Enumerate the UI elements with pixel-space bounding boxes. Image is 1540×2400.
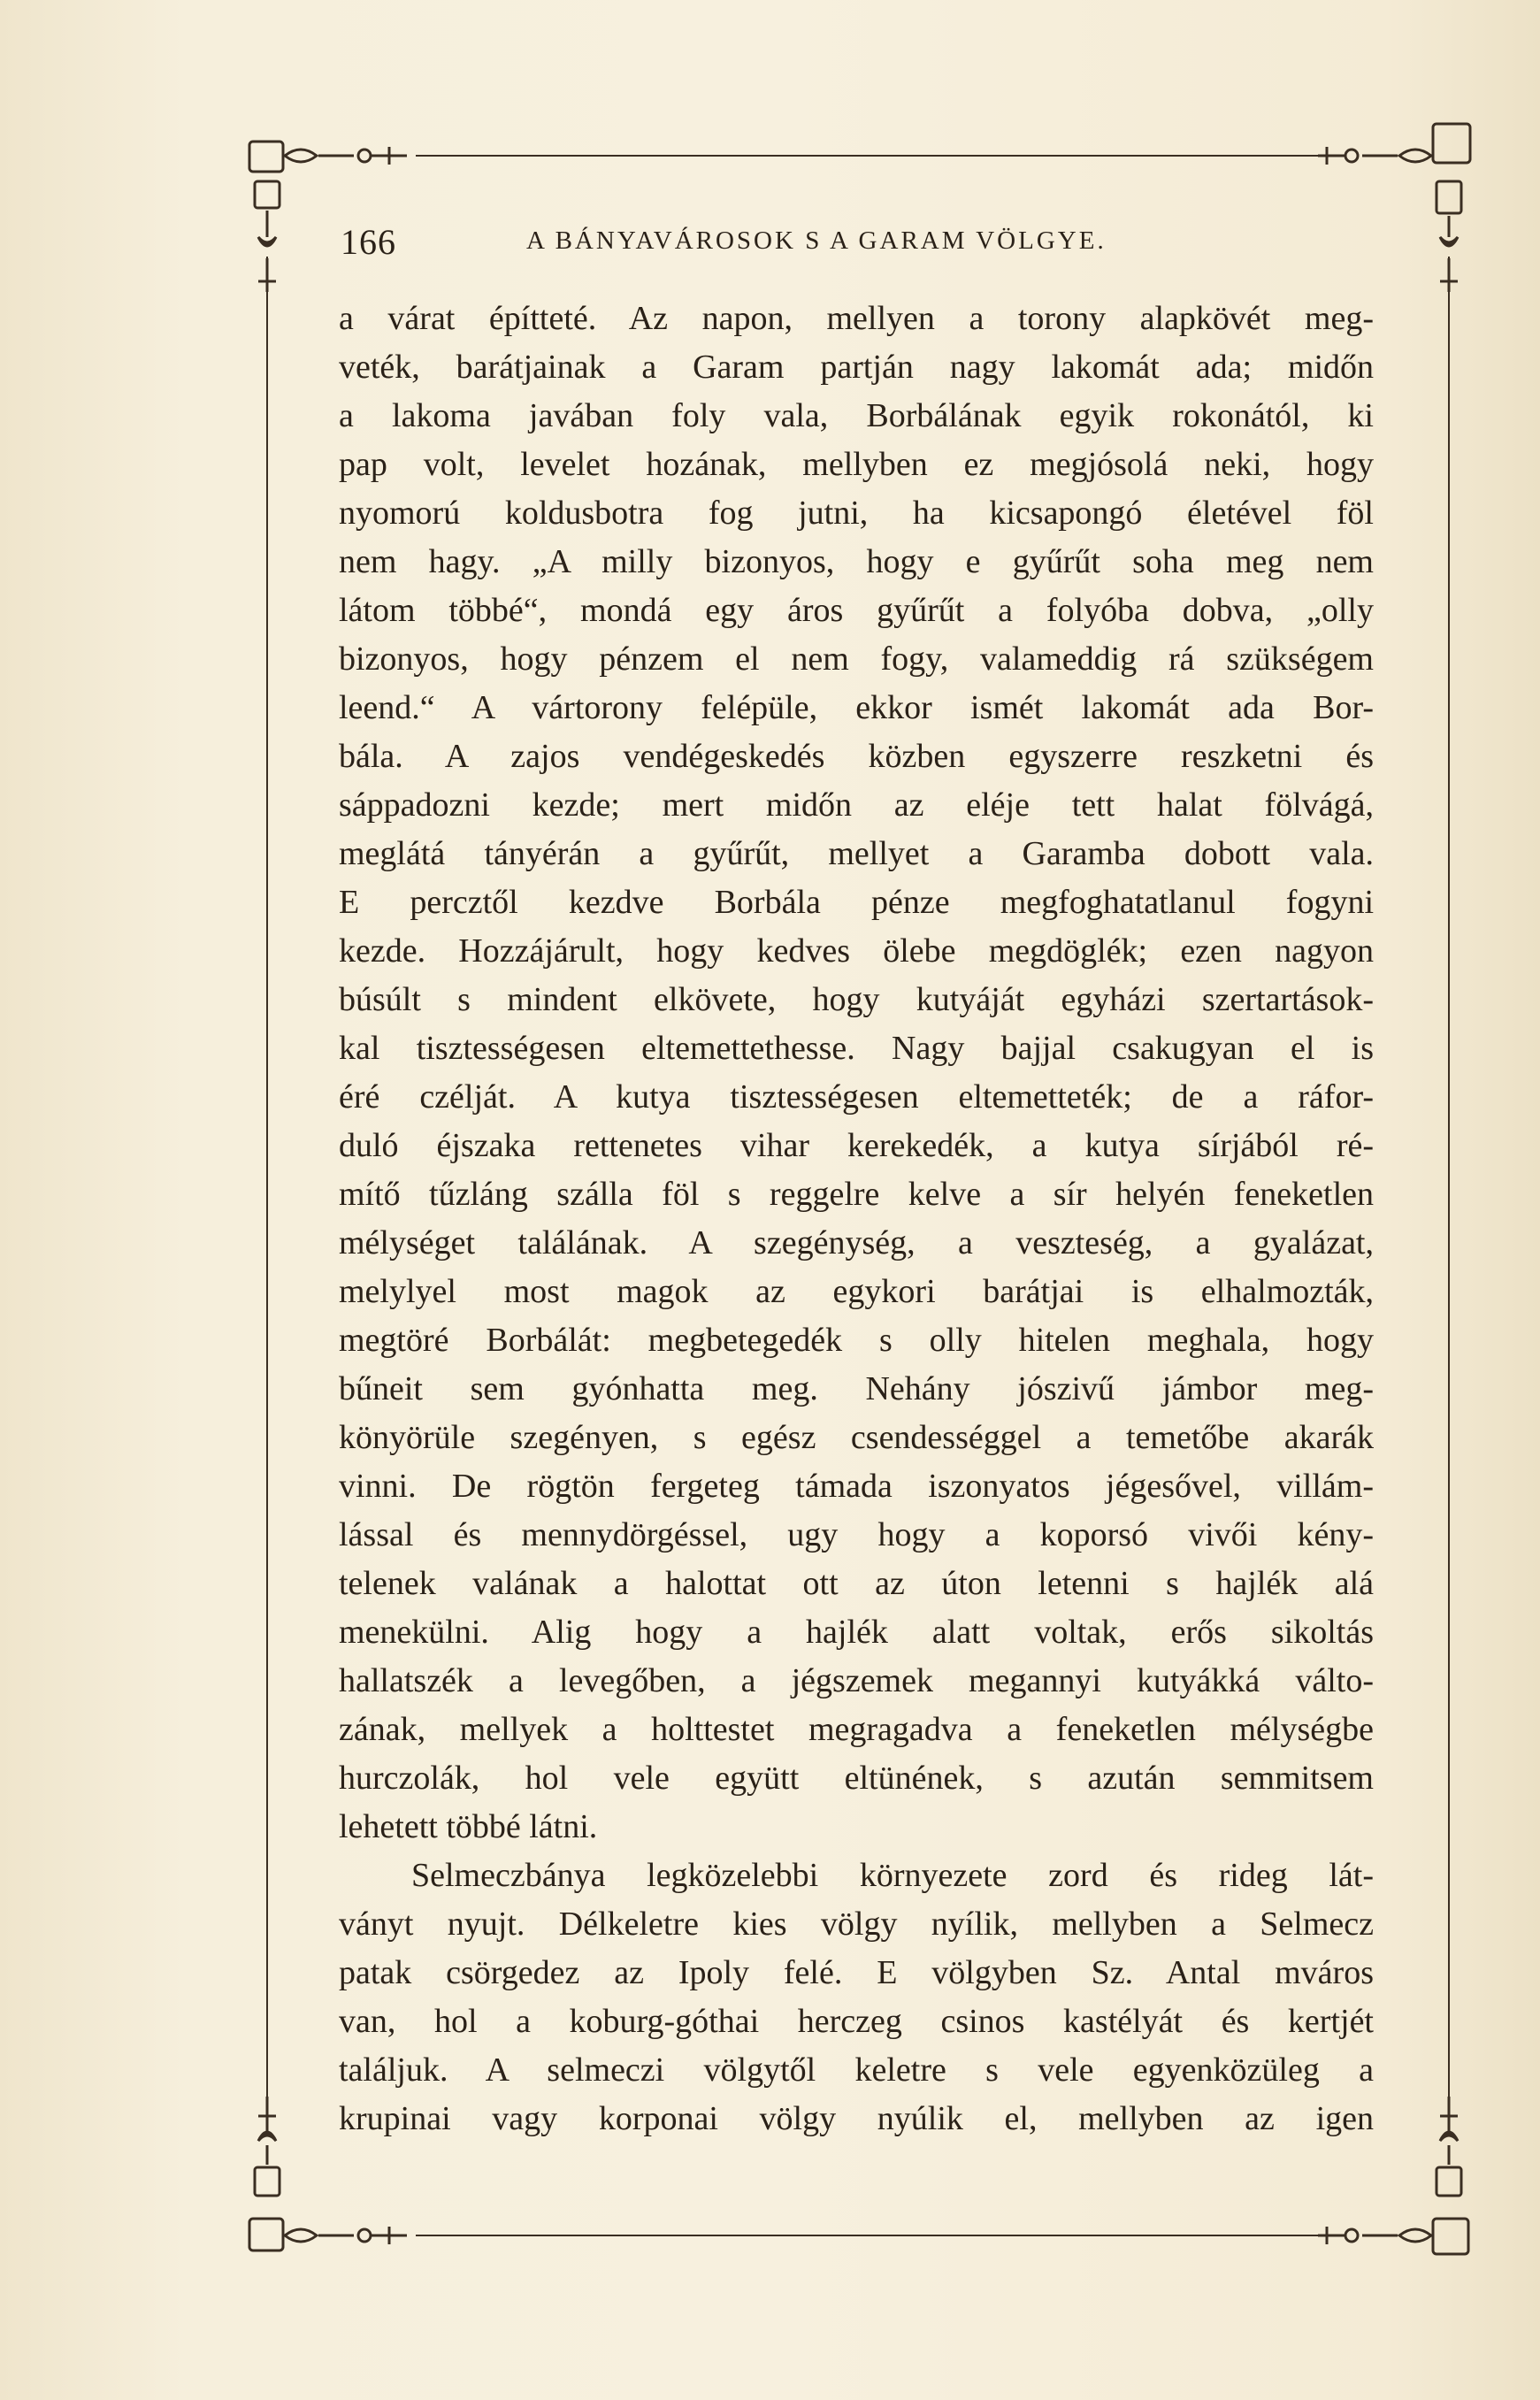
text-line: zának, mellyek a holttestet megragadva a feneketlen mélységbe (339, 1711, 1374, 1748)
text-line: Selmeczbánya legközelebbi környezete zord és rideg lát- (411, 1857, 1374, 1894)
text-line: a lakoma javában foly vala, Borbálának egyik rokonától, ki (339, 397, 1374, 434)
text-line: búsúlt s mindent elkövete, hogy kutyáját egyházi szertartások- (339, 981, 1374, 1018)
body-text (339, 295, 1374, 2143)
text-line: éré czélját. A kutya tisztességesen eltemetteték; de a ráfor- (339, 1078, 1374, 1116)
text-line: E percztől kezdve Borbála pénze megfoghatatlanul fogyni (339, 884, 1374, 921)
text-line: bizonyos, hogy pénzem el nem fogy, valameddig rá szükségem (339, 640, 1374, 678)
text-line: a várat építteté. Az napon, mellyen a torony alapkövét meg- (339, 300, 1374, 337)
text-line: hallatszék a levegőben, a jégszemek megannyi kutyákká válto- (339, 1662, 1374, 1699)
page-header (341, 221, 1367, 274)
text-line: találjuk. A selmeczi völgytől keletre s vele egyenközüleg a (339, 2051, 1374, 2089)
text-line: patak csörgedez az Ipoly felé. E völgyben Sz. Antal mváros (339, 1954, 1374, 1991)
text-line: van, hol a koburg-góthai herczeg csinos kastélyát és kertjét (339, 2003, 1374, 2040)
text-line: megtöré Borbálát: megbetegedék s olly hitelen meghala, hogy (339, 1322, 1374, 1359)
text-line: kal tisztességesen eltemettethesse. Nagy bajjal csakugyan el is (339, 1030, 1374, 1067)
text-line: lehetett többé látni. (339, 1808, 598, 1845)
text-line: mítő tűzláng szálla föl s reggelre kelve a sír helyén feneketlen (339, 1176, 1374, 1213)
text-line: duló éjszaka rettenetes vihar kerekedék, a kutya sírjából ré- (339, 1127, 1374, 1164)
text-line: sáppadozni kezde; mert midőn az eléje tett halat fölvágá, (339, 786, 1374, 824)
text-line: meglátá tányérán a gyűrűt, mellyet a Garamba dobott vala. (339, 835, 1374, 872)
paragraph-1 (339, 295, 1374, 1852)
text-line: ványt nyujt. Délkeletre kies völgy nyílik, mellyben a Selmecz (339, 1905, 1374, 1943)
text-line: telenek valának a halottat ott az úton letenni s hajlék alá (339, 1565, 1374, 1602)
running-head: A BÁNYAVÁROSOK S A GARAM VÖLGYE. (526, 226, 1107, 255)
text-line: bála. A zajos vendégeskedés közben egyszerre reszketni és (339, 738, 1374, 775)
text-line: veték, barátjainak a Garam partján nagy lakomát ada; midőn (339, 349, 1374, 386)
text-line: lással és mennydörgéssel, ugy hogy a koporsó vivői kény- (339, 1516, 1374, 1553)
text-line: látom többé“, mondá egy áros gyűrűt a folyóba dobva, „olly (339, 592, 1374, 629)
text-line: menekülni. Alig hogy a hajlék alatt voltak, erős sikoltás (339, 1614, 1374, 1651)
text-line: nyomorú koldusbotra fog jutni, ha kicsapongó életével föl (339, 495, 1374, 532)
text-line: vinni. De rögtön fergeteg támada iszonyatos jégesővel, villám- (339, 1468, 1374, 1505)
page-number: 166 (341, 222, 396, 262)
text-line: kezde. Hozzájárult, hogy kedves ölebe megdöglék; ezen nagyon (339, 932, 1374, 970)
text-line: hurczolák, hol vele együtt eltünének, s azután semmitsem (339, 1760, 1374, 1797)
paragraph-2 (339, 1852, 1374, 2143)
text-line: könyörüle szegényen, s egész csendességgel a temetőbe akarák (339, 1419, 1374, 1456)
text-line: melylyel most magok az egykori barátjai is elhalmozták, (339, 1273, 1374, 1310)
text-line: nem hagy. „A milly bizonyos, hogy e gyűrűt soha meg nem (339, 543, 1374, 580)
text-line: leend.“ A vártorony felépüle, ekkor ismét lakomát ada Bor- (339, 689, 1374, 726)
text-line: bűneit sem gyónhatta meg. Nehány jószivű jámbor meg- (339, 1370, 1374, 1407)
text-line: krupinai vagy korponai völgy nyúlik el, mellyben az igen (339, 2100, 1374, 2137)
text-line: pap volt, levelet hozának, mellyben ez megjósolá neki, hogy (339, 446, 1374, 483)
text-line: mélységet találának. A szegénység, a veszteség, a gyalázat, (339, 1224, 1374, 1261)
